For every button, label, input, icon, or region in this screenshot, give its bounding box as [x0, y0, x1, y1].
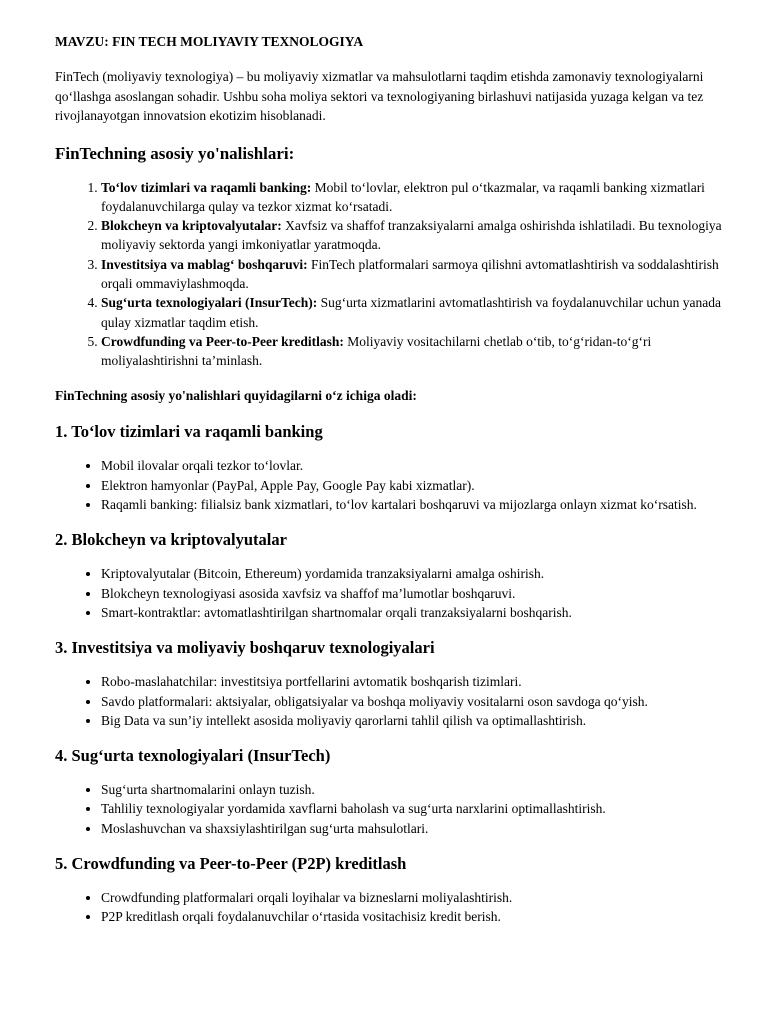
subheading: FinTechning asosiy yo'nalishlari quyidagilarni o‘z ichiga oladi:	[55, 388, 417, 404]
item-term: Sug‘urta texnologiyalari (InsurTech):	[101, 295, 318, 311]
bullet-item: • Robo-maslahatchilar: investitsiya portfellarini avtomatik boshqarish tizimlari.	[101, 672, 745, 691]
bullet-item: • Elektron hamyonlar (PayPal, Apple Pay, Google Pay kabi xizmatlar).	[101, 476, 745, 495]
item-term: Crowdfunding va Peer-to-Peer kreditlash:	[101, 333, 344, 349]
bullet-item: • Savdo platformalari: aktsiyalar, obligatsiyalar va boshqa moliyaviy vositalarni oson savdoga qo‘yish.	[101, 692, 745, 711]
section-heading: 3. Investitsiya va moliyaviy boshqaruv texnologiyalari	[55, 638, 435, 658]
item-term: Blokcheyn va kriptovalyutalar:	[101, 218, 282, 234]
bullet-item: • Moslashuvchan va shaxsiylashtirilgan sug‘urta mahsulotlari.	[101, 819, 745, 838]
bullet-item: • Crowdfunding platformalari orqali loyihalar va bizneslarni moliyalashtirish.	[101, 888, 745, 907]
bullet-item: • Raqamli banking: filialsiz bank xizmatlari, to‘lov kartalari boshqaruvi va mijozlarga onlayn xizmat ko‘rsatish.	[101, 495, 745, 514]
bullet-list	[55, 780, 745, 838]
bullet-item: • Sug‘urta shartnomalarini onlayn tuzish.	[101, 780, 745, 799]
intro-paragraph: FinTech (moliyaviy texnologiya) – bu moliyaviy xizmatlar va mahsulotlarni taqdim etishda zamonaviy texnologiyalarni qo‘llashga asoslangan sohadir. Ushbu soha moliya sektori va texnologiyaning birlashuvi natijasida yuzaga kelgan va tez rivojlanayotgan innovatsion ekotizim hisoblanadi.	[55, 69, 704, 123]
bullet-item: • Blokcheyn texnologiyasi asosida xavfsiz va shaffof ma’lumotlar boshqaruvi.	[101, 584, 745, 603]
section-heading: 4. Sug‘urta texnologiyalari (InsurTech)	[55, 746, 331, 766]
directions-list	[55, 178, 745, 371]
document-page	[55, 33, 745, 927]
directions-list-item	[101, 255, 745, 294]
bullet-list	[55, 672, 745, 730]
item-text: FinTech platformalari sarmoya qilishni avtomatlashtirish va soddalashtirish orqali ommaviylashmoqda.	[101, 256, 719, 291]
item-term: Investitsiya va mablag‘ boshqaruvi:	[101, 256, 308, 272]
bullet-item: • Tahliliy texnologiyalar yordamida xavflarni baholash va sug‘urta narxlarini optimallashtirish.	[101, 799, 745, 818]
directions-list-item	[101, 332, 745, 371]
item-text: Xavfsiz va shaffof tranzaksiyalarni amalga oshirishda ishlatiladi. Bu texnologiya moliyaviy sektorda yangi imkoniyatlar yaratmoqda.	[101, 218, 722, 253]
bullet-item: • Kriptovalyutalar (Bitcoin, Ethereum) yordamida tranzaksiyalarni amalga oshirish.	[101, 564, 745, 583]
bullet-list	[55, 888, 745, 927]
main-heading: FinTechning asosiy yo'nalishlari:	[55, 143, 295, 163]
section-heading: 1. To‘lov tizimlari va raqamli banking	[55, 422, 323, 442]
bullet-list	[55, 456, 745, 514]
bullet-item: • Big Data va sun’iy intellekt asosida moliyaviy qarorlarni tahlil qilish va optimallashtirish.	[101, 711, 745, 730]
item-text: Moliyaviy vositachilarni chetlab o‘tib, to‘g‘ridan-to‘g‘ri moliyalashtirishni ta’minlash.	[101, 333, 652, 369]
bullet-item: • P2P kreditlash orqali foydalanuvchilar o‘rtasida vositachisiz kredit berish.	[101, 907, 745, 926]
item-text: Sug‘urta xizmatlarini avtomatlashtirish va foydalanuvchilar uchun yanada qulay xizmatlar taqdim etish.	[101, 295, 722, 330]
directions-list-item	[101, 216, 745, 255]
item-text: Mobil to‘lovlar, elektron pul o‘tkazmalar, va raqamli banking xizmatlari foydalanuvchilarga qulay va tezkor xizmat ko‘rsatadi.	[101, 179, 705, 214]
document-title: MAVZU: FIN TECH MOLIYAVIY TEXNOLOGIYA	[55, 34, 364, 49]
section-heading: 5. Crowdfunding va Peer-to-Peer (P2P) kreditlash	[55, 854, 407, 874]
item-term: To‘lov tizimlari va raqamli banking:	[101, 179, 312, 195]
directions-list-item	[101, 293, 745, 332]
bullet-item: • Smart-kontraktlar: avtomatlashtirilgan shartnomalar orqali tranzaksiyalarni boshqarish.	[101, 603, 745, 622]
bullet-item: • Mobil ilovalar orqali tezkor to‘lovlar.	[101, 456, 745, 475]
section-heading: 2. Blokcheyn va kriptovalyutalar	[55, 530, 287, 550]
bullet-list	[55, 564, 745, 622]
directions-list-item	[101, 178, 745, 217]
